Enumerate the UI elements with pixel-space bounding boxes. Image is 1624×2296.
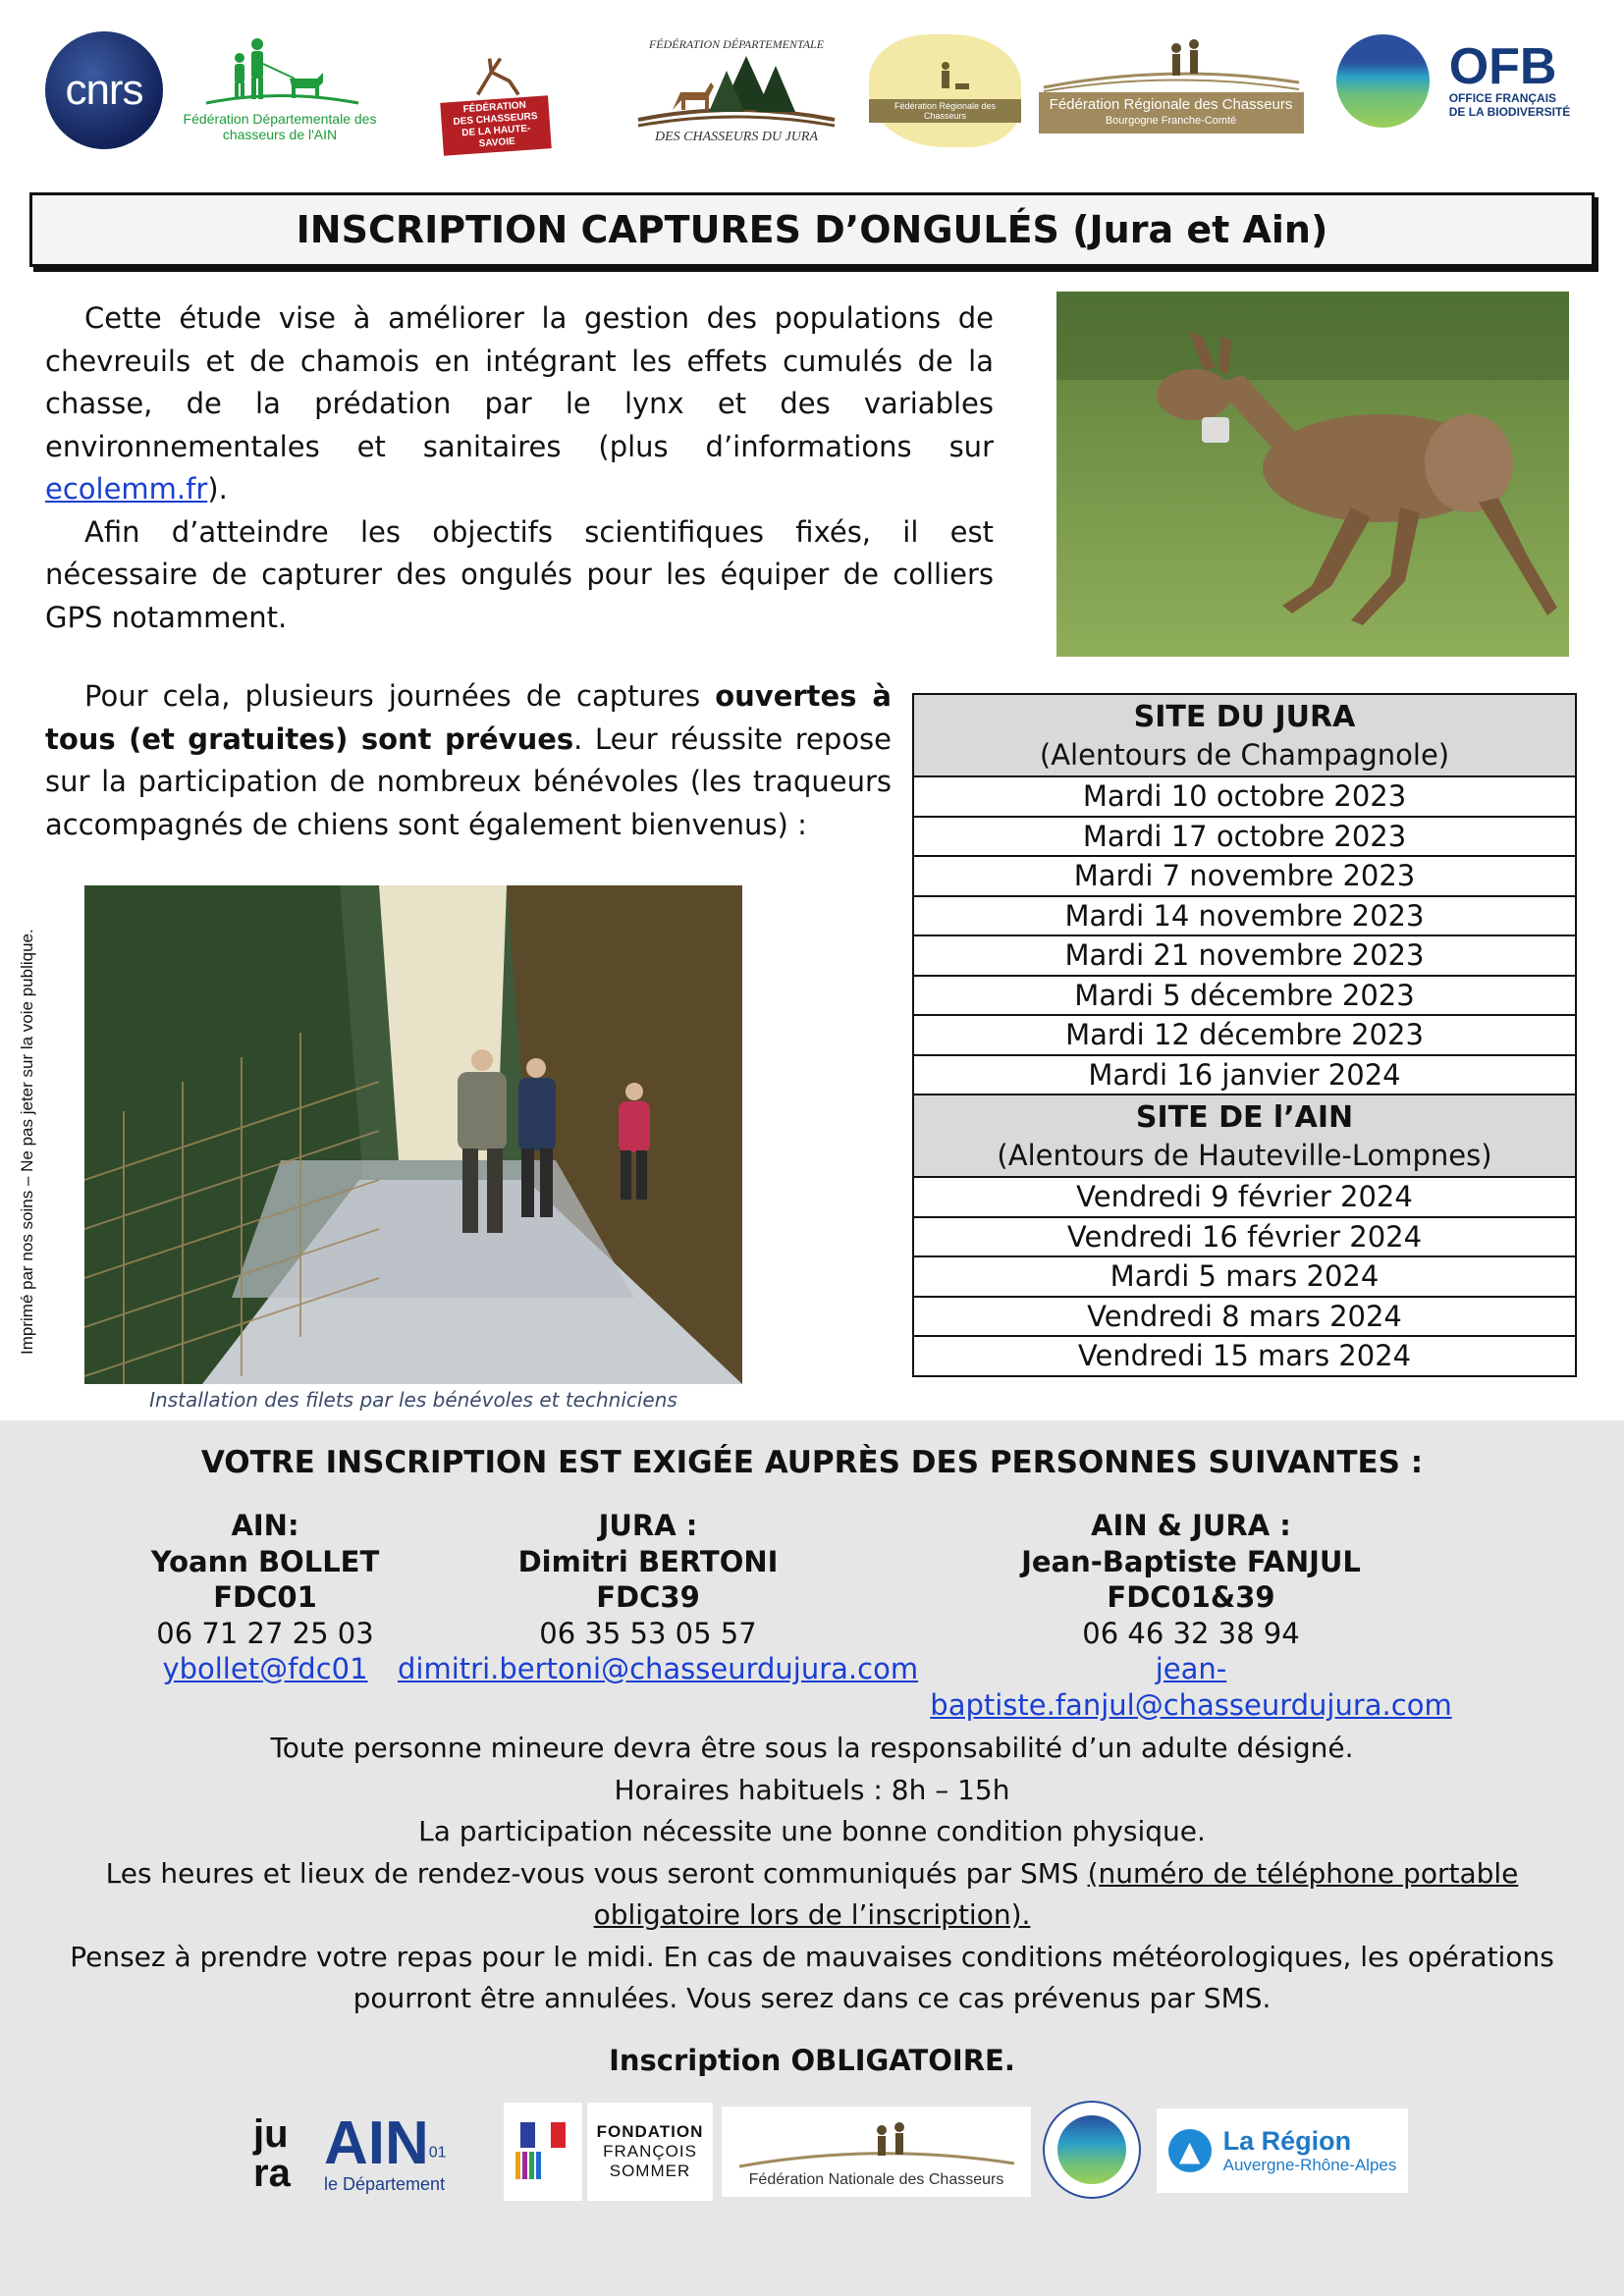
intro-paragraph-3: Pour cela, plusieurs journées de captures ouvertes à tous (et gratuites) sont prévues. Leur réussite repose sur la participation de nombreux bénévoles (les traqueurs accompagnés de chiens sont également bienvenus) :	[45, 679, 893, 841]
roe-deer-image	[1056, 292, 1569, 657]
fdc01-logo: Fédération Départementale des chasseurs de l'AIN	[182, 29, 378, 147]
table-row: Vendredi 9 février 2024	[914, 1178, 1575, 1218]
intro-paragraph-2: Afin d’atteindre les objectifs scientifiques fixés, il est nécessaire de capturer des ongulés pour les équiper de colliers GPS notamment.	[45, 514, 994, 634]
ofb-financer-logo	[1043, 2101, 1141, 2199]
table-row: Mardi 5 décembre 2023	[914, 977, 1575, 1017]
fnc-logo: Fédération Nationale des Chasseurs	[722, 2107, 1031, 2197]
jura-logo: ju ra	[253, 2112, 291, 2195]
table-row: Vendredi 15 mars 2024	[1077, 1339, 1412, 1372]
fondation-francois-sommer-logo: FONDATION FRANÇOIS SOMMER	[587, 2103, 713, 2201]
table-row: Vendredi 16 février 2024	[914, 1218, 1575, 1258]
contact-email-link[interactable]: ybollet@fdc01	[162, 1652, 368, 1685]
contact-phone: 06 46 32 38 94	[1082, 1616, 1300, 1650]
contact-email-link[interactable]: jean-baptiste.fanjul@chasseurdujura.com	[930, 1652, 1452, 1722]
photo-caption: Installation des filets par les bénévoles et techniciens	[149, 1388, 677, 1412]
schedule-table	[912, 693, 1577, 1377]
hunters-hill-icon	[734, 2122, 1019, 2171]
stripes-icon	[514, 2148, 572, 2181]
contact-email-link[interactable]: dimitri.bertoni@chasseurdujura.com	[398, 1652, 919, 1685]
table-row: Vendredi 8 mars 2024	[914, 1298, 1575, 1338]
french-flag-icon	[520, 2122, 566, 2148]
ofb-logo: OFB OFFICE FRANÇAIS DE LA BIODIVERSITÉ	[1321, 31, 1586, 130]
contact-ain: AIN: Yoann BOLLET FDC01 06 71 27 25 03 ybollet@fdc01	[118, 1508, 412, 1687]
contact-phone: 06 71 27 25 03	[156, 1616, 374, 1650]
table-row: Mardi 14 novembre 2023	[914, 897, 1575, 937]
cnrs-logo: cnrs	[45, 31, 163, 149]
fdc39-logo: FÉDÉRATION DÉPARTEMENTALE DES CHASSEURS DU JURA	[614, 29, 859, 152]
ofb-circle-icon	[1336, 34, 1430, 128]
fdc74-badge: FÉDÉRATION DES CHASSEURS DE LA HAUTE-SAVOIE	[440, 95, 551, 156]
table-row: Mardi 17 octobre 2023	[914, 818, 1575, 858]
chamois-icon	[461, 54, 530, 99]
net-installation-photo	[84, 885, 742, 1384]
table-row: Mardi 5 mars 2024	[914, 1257, 1575, 1298]
intro-paragraph-1: Cette étude vise à améliorer la gestion des populations de chevreuils et de chamois en intégrant les effets cumulés de la chasse, de la prédation par le lynx et des variables environnementales et sanitaires (plus d’informations sur ecolemm.fr).	[45, 301, 994, 506]
prefecture-logo	[504, 2103, 582, 2201]
ain-site-header: SITE DE l’AIN (Alentours de Hauteville-Lompnes)	[914, 1095, 1575, 1178]
hunters-silhouette-icon	[196, 34, 363, 111]
page-title: INSCRIPTION CAPTURES D’ONGULÉS (Jura et Ain)	[296, 208, 1328, 251]
frbfc-band: Fédération Régionale des Chasseurs Bourgogne Franche-Comté	[1039, 92, 1304, 133]
frbfc-map-logo: Fédération Régionale des Chasseurs	[869, 34, 1021, 147]
title-banner	[29, 192, 1595, 267]
forest-path-image	[84, 885, 742, 1384]
intro-block	[45, 297, 994, 639]
mandatory-notice: Inscription OBLIGATOIRE.	[609, 2044, 1015, 2077]
forest-deer-icon	[628, 51, 844, 130]
table-row: Mardi 10 octobre 2023	[914, 777, 1575, 818]
region-mountain-icon: ▲	[1168, 2129, 1212, 2172]
ofb-circle-icon	[1057, 2115, 1126, 2184]
frbfc-logo	[1031, 34, 1311, 137]
ecolemm-link[interactable]: ecolemm.fr	[45, 472, 208, 506]
registration-title: VOTRE INSCRIPTION EST EXIGÉE AUPRÈS DES PERSONNES SUIVANTES :	[200, 1445, 1424, 1480]
hunter-dog-icon	[916, 60, 975, 99]
region-aura-logo: ▲ La Région Auvergne-Rhône-Alpes	[1157, 2109, 1408, 2193]
contact-ain-jura: AIN & JURA : Jean-Baptiste FANJUL FDC01&39 06 46 32 38 94 jean-baptiste.fanjul@chasseurdujura.com	[903, 1508, 1479, 1723]
table-row: Mardi 12 décembre 2023	[914, 1016, 1575, 1056]
contact-jura: JURA : Dimitri BERTONI FDC39 06 35 53 05 57 dimitri.bertoni@chasseurdujura.com	[398, 1509, 919, 1685]
hunters-hill-icon	[1039, 38, 1304, 92]
contact-phone: 06 35 53 05 57	[539, 1616, 757, 1650]
table-row: Mardi 21 novembre 2023	[914, 936, 1575, 977]
jura-site-header: SITE DU JURA (Alentours de Champagnole)	[914, 695, 1575, 777]
roe-deer-photo	[1056, 292, 1569, 657]
fdc74-logo	[442, 54, 550, 152]
table-row: Mardi 16 janvier 2024	[914, 1056, 1575, 1096]
ain-departement-logo: AIN$^{01}$ le Département	[324, 2109, 447, 2194]
print-notice: Imprimé par nos soins – Ne pas jeter sur la voie publique.	[18, 929, 36, 1355]
table-row: Mardi 7 novembre 2023	[914, 857, 1575, 897]
practical-notes: Toute personne mineure devra être sous la responsabilité d’un adulte désigné. Horaires habituels : 8h – 15h La participation nécessite une bonne condition physique. Les heures et lieux de rendez-vous vous seront communiqués par SMS (numéro de téléphone portable obligatoire lors de l’inscription). Pensez à prendre votre repas pour le midi. En cas de mauvaises conditions météorologiques, les opérations pourront être annulées. Vous serez dans ce cas prévenus par SMS.	[70, 1732, 1554, 2014]
